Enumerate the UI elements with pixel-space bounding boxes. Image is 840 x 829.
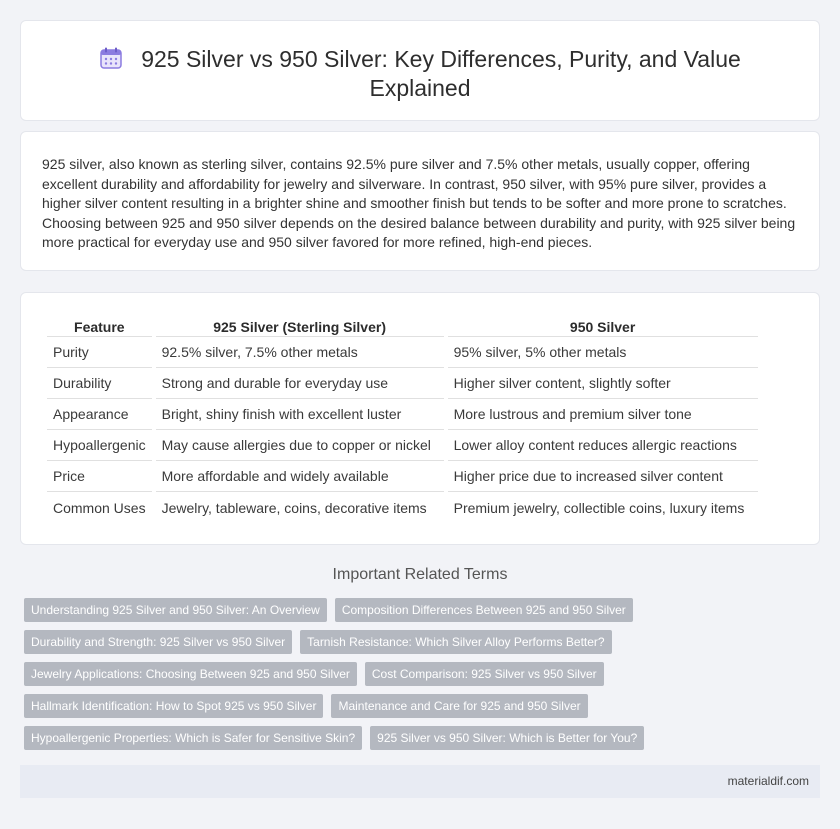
table-header-row xyxy=(47,314,758,337)
row-950: Lower alloy content reduces allergic reactions xyxy=(448,430,758,461)
page-title-text: 925 Silver vs 950 Silver: Key Differences, Purity, and Value Explained xyxy=(141,46,741,101)
table-row xyxy=(47,492,758,523)
row-925: Strong and durable for everyday use xyxy=(156,368,444,399)
title-card xyxy=(20,20,820,121)
related-term-link[interactable]: Maintenance and Care for 925 and 950 Silver xyxy=(331,694,587,718)
related-term-link[interactable]: Tarnish Resistance: Which Silver Alloy Performs Better? xyxy=(300,630,611,654)
related-terms-title: Important Related Terms xyxy=(332,566,508,583)
row-feature: Price xyxy=(47,461,152,492)
row-feature: Common Uses xyxy=(53,499,146,516)
row-950: 95% silver, 5% other metals xyxy=(448,337,758,368)
row-925: Bright, shiny finish with excellent luster xyxy=(156,399,444,430)
row-feature: Appearance xyxy=(47,399,152,430)
header-950: 950 Silver xyxy=(448,314,758,337)
row-feature: Hypoallergenic xyxy=(47,430,152,461)
related-term-link[interactable]: Durability and Strength: 925 Silver vs 950 Silver xyxy=(24,630,292,654)
calendar-icon xyxy=(99,46,123,70)
related-term-link[interactable]: Hypoallergenic Properties: Which is Safer for Sensitive Skin? xyxy=(24,726,362,750)
tag-row xyxy=(24,630,814,662)
tag-row xyxy=(24,598,814,630)
related-term-link[interactable]: Understanding 925 Silver and 950 Silver: An Overview xyxy=(24,598,327,622)
tag-row xyxy=(24,726,814,758)
row-925: May cause allergies due to copper or nickel xyxy=(156,430,444,461)
tag-row xyxy=(24,662,814,694)
site-link[interactable]: materialdif.com xyxy=(727,774,809,788)
row-950: Premium jewelry, collectible coins, luxury items xyxy=(453,499,745,516)
table-row xyxy=(47,461,758,492)
related-term-link[interactable]: 925 Silver vs 950 Silver: Which is Better for You? xyxy=(370,726,644,750)
intro-card xyxy=(20,131,820,271)
row-feature: Purity xyxy=(47,337,152,368)
tag-row xyxy=(24,694,814,726)
header-925: 925 Silver (Sterling Silver) xyxy=(156,314,444,337)
comparison-table xyxy=(43,314,762,523)
row-feature: Durability xyxy=(47,368,152,399)
row-950: Higher silver content, slightly softer xyxy=(448,368,758,399)
row-925: Jewelry, tableware, coins, decorative items xyxy=(161,499,427,516)
comparison-card xyxy=(20,292,820,545)
table-row xyxy=(47,368,758,399)
intro-paragraph: 925 silver, also known as sterling silver, contains 92.5% pure silver and 7.5% other metals, usually copper, offering excellent durability and affordability for jewelry and silverware. In contrast, 950 silver, with 95% pure silver, provides a higher silver content resulting in a brighter shine and smoother finish but tends to be softer and more prone to scratches. Choosing between 925 and 950 silver depends on the desired balance between durability and purity, with 925 silver being more practical for everyday use and 950 silver favored for more refined, high-end pieces. xyxy=(42,156,796,250)
header-feature: Feature xyxy=(47,314,152,337)
footer xyxy=(20,765,820,798)
related-term-link[interactable]: Jewelry Applications: Choosing Between 925 and 950 Silver xyxy=(24,662,357,686)
related-term-link[interactable]: Cost Comparison: 925 Silver vs 950 Silver xyxy=(365,662,604,686)
table-row xyxy=(47,399,758,430)
table-row xyxy=(47,430,758,461)
related-terms-list xyxy=(24,598,814,758)
related-term-link[interactable]: Hallmark Identification: How to Spot 925 vs 950 Silver xyxy=(24,694,323,718)
row-950: More lustrous and premium silver tone xyxy=(448,399,758,430)
row-950: Higher price due to increased silver content xyxy=(448,461,758,492)
table-row xyxy=(47,337,758,368)
row-925: 92.5% silver, 7.5% other metals xyxy=(156,337,444,368)
row-925: More affordable and widely available xyxy=(156,461,444,492)
page-title xyxy=(21,45,819,103)
related-term-link[interactable]: Composition Differences Between 925 and 950 Silver xyxy=(335,598,633,622)
